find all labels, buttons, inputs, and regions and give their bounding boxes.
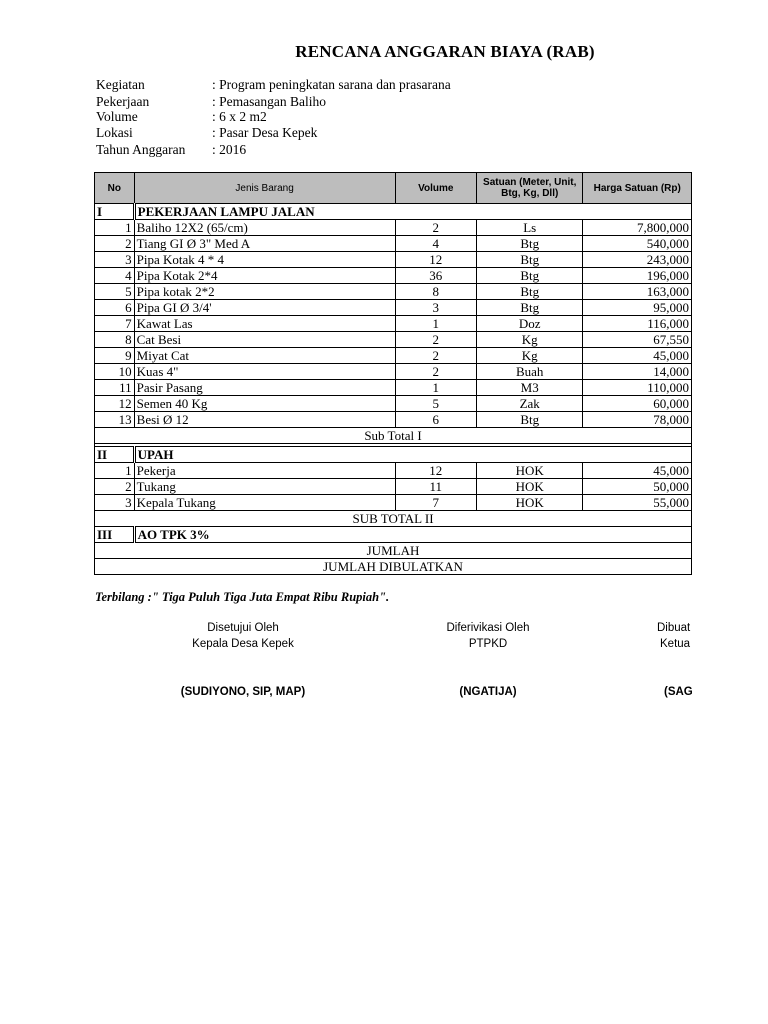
item-satuan: HOK [476, 479, 582, 495]
item-volume: 2 [395, 348, 476, 364]
subtotal-2-row [95, 511, 692, 527]
jumlah-label: JUMLAH [95, 543, 692, 559]
table-row [95, 463, 692, 479]
info-lokasi: Lokasi : Pasar Desa Kepek [96, 125, 318, 140]
table-row [95, 332, 692, 348]
item-harga: 45,000 [583, 463, 692, 479]
section-row-3 [95, 527, 692, 543]
section-row-1 [95, 204, 692, 220]
item-name: Besi Ø 12 [134, 412, 395, 428]
subtotal-1-label: Sub Total I [95, 428, 692, 444]
item-no: 5 [95, 284, 135, 300]
item-volume: 12 [395, 463, 476, 479]
table-row [95, 412, 692, 428]
item-satuan: Btg [476, 284, 582, 300]
info-pekerjaan: Pekerjaan : Pemasangan Baliho [96, 94, 326, 109]
item-volume: 12 [395, 252, 476, 268]
item-harga: 60,000 [583, 396, 692, 412]
signature-name-2: (NGATIJA) [459, 686, 517, 698]
item-volume: 11 [395, 479, 476, 495]
table-row [95, 252, 692, 268]
table-row [95, 236, 692, 252]
item-name: Miyat Cat [134, 348, 395, 364]
item-no: 9 [95, 348, 135, 364]
subtotal-2-label: SUB TOTAL II [95, 511, 692, 527]
item-name: Tiang GI Ø 3" Med A [134, 236, 395, 252]
item-volume: 7 [395, 495, 476, 511]
item-name: Tukang [134, 479, 395, 495]
item-volume: 2 [395, 364, 476, 380]
info-volume: Volume : 6 x 2 m2 [96, 109, 267, 124]
table-row [95, 380, 692, 396]
header-no: No [95, 173, 135, 204]
section-row-2 [95, 447, 692, 463]
item-satuan: M3 [476, 380, 582, 396]
item-no: 3 [95, 252, 135, 268]
section-title: PEKERJAAN LAMPU JALAN [134, 204, 691, 220]
signature-position-3: Ketua [660, 638, 691, 650]
item-name: Pipa kotak 2*2 [134, 284, 395, 300]
item-no: 1 [95, 463, 135, 479]
table-row [95, 396, 692, 412]
table-row [95, 284, 692, 300]
table-row [95, 316, 692, 332]
item-satuan: Kg [476, 332, 582, 348]
item-no: 2 [95, 236, 135, 252]
item-no: 11 [95, 380, 135, 396]
signature-position-1: Kepala Desa Kepek [192, 638, 294, 650]
document-title: RENCANA ANGGARAN BIAYA (RAB) [295, 42, 595, 61]
item-name: Pipa GI Ø 3/4' [134, 300, 395, 316]
item-name: Pekerja [134, 463, 395, 479]
table-row [95, 348, 692, 364]
signature-role-3: Dibuat [657, 622, 691, 634]
section-title: AO TPK 3% [134, 527, 691, 543]
item-satuan: Kg [476, 348, 582, 364]
item-harga: 95,000 [583, 300, 692, 316]
item-satuan: Btg [476, 300, 582, 316]
item-name: Baliho 12X2 (65/cm) [134, 220, 395, 236]
item-no: 13 [95, 412, 135, 428]
item-harga: 110,000 [583, 380, 692, 396]
section-roman: I [95, 204, 135, 220]
item-no: 3 [95, 495, 135, 511]
table-row [95, 300, 692, 316]
item-no: 12 [95, 396, 135, 412]
item-no: 8 [95, 332, 135, 348]
table-row [95, 495, 692, 511]
item-volume: 1 [395, 380, 476, 396]
item-name: Kepala Tukang [134, 495, 395, 511]
table-header-row [95, 173, 692, 204]
table-row [95, 364, 692, 380]
section-title: UPAH [134, 447, 691, 463]
table-row [95, 220, 692, 236]
table-row [95, 268, 692, 284]
jumlah-row [95, 543, 692, 559]
signature-role-2: Diferivikasi Oleh [446, 622, 530, 634]
item-volume: 4 [395, 236, 476, 252]
info-kegiatan: Kegiatan : Program peningkatan sarana dan prasarana [96, 77, 451, 92]
terbilang-text: Terbilang :" Tiga Puluh Tiga Juta Empat Ribu Rupiah". [95, 590, 390, 604]
header-harga-satuan: Harga Satuan (Rp) [583, 173, 692, 204]
signature-role-1: Disetujui Oleh [207, 622, 279, 634]
item-satuan: Doz [476, 316, 582, 332]
jumlah-dibulatkan-label: JUMLAH DIBULATKAN [95, 559, 692, 575]
item-volume: 3 [395, 300, 476, 316]
item-no: 7 [95, 316, 135, 332]
item-satuan: Buah [476, 364, 582, 380]
item-satuan: Zak [476, 396, 582, 412]
item-no: 4 [95, 268, 135, 284]
item-harga: 45,000 [583, 348, 692, 364]
signature-name-1: (SUDIYONO, SIP, MAP) [180, 686, 306, 698]
rab-table [94, 172, 692, 575]
item-satuan: Btg [476, 236, 582, 252]
item-volume: 6 [395, 412, 476, 428]
item-volume: 2 [395, 220, 476, 236]
section-roman: III [95, 527, 135, 543]
item-name: Pipa Kotak 2*4 [134, 268, 395, 284]
item-satuan: Btg [476, 268, 582, 284]
item-satuan: Btg [476, 252, 582, 268]
item-no: 1 [95, 220, 135, 236]
item-harga: 7,800,000 [583, 220, 692, 236]
item-harga: 116,000 [583, 316, 692, 332]
item-volume: 8 [395, 284, 476, 300]
item-satuan: HOK [476, 463, 582, 479]
signature-name-3: (SAG [664, 686, 693, 698]
item-name: Pipa Kotak 4 * 4 [134, 252, 395, 268]
item-harga: 14,000 [583, 364, 692, 380]
item-satuan: HOK [476, 495, 582, 511]
item-volume: 36 [395, 268, 476, 284]
item-name: Pasir Pasang [134, 380, 395, 396]
item-volume: 5 [395, 396, 476, 412]
item-no: 2 [95, 479, 135, 495]
item-harga: 243,000 [583, 252, 692, 268]
item-harga: 540,000 [583, 236, 692, 252]
item-harga: 196,000 [583, 268, 692, 284]
item-harga: 78,000 [583, 412, 692, 428]
table-row [95, 479, 692, 495]
item-name: Kawat Las [134, 316, 395, 332]
item-harga: 50,000 [583, 479, 692, 495]
item-no: 6 [95, 300, 135, 316]
item-harga: 55,000 [583, 495, 692, 511]
jumlah-dibulatkan-row [95, 559, 692, 575]
info-tahun-anggaran: Tahun Anggaran : 2016 [96, 142, 247, 157]
item-name: Cat Besi [134, 332, 395, 348]
section-roman: II [95, 447, 135, 463]
item-volume: 1 [395, 316, 476, 332]
item-harga: 163,000 [583, 284, 692, 300]
item-harga: 67,550 [583, 332, 692, 348]
item-no: 10 [95, 364, 135, 380]
item-satuan: Ls [476, 220, 582, 236]
header-volume: Volume [395, 173, 476, 204]
item-name: Kuas 4" [134, 364, 395, 380]
item-volume: 2 [395, 332, 476, 348]
header-satuan: Satuan (Meter, Unit, Btg, Kg, Dll) [476, 173, 582, 204]
header-jenis-barang: Jenis Barang [134, 173, 395, 204]
item-name: Semen 40 Kg [134, 396, 395, 412]
signature-position-2: PTPKD [468, 638, 508, 650]
item-satuan: Btg [476, 412, 582, 428]
subtotal-1-row [95, 428, 692, 444]
